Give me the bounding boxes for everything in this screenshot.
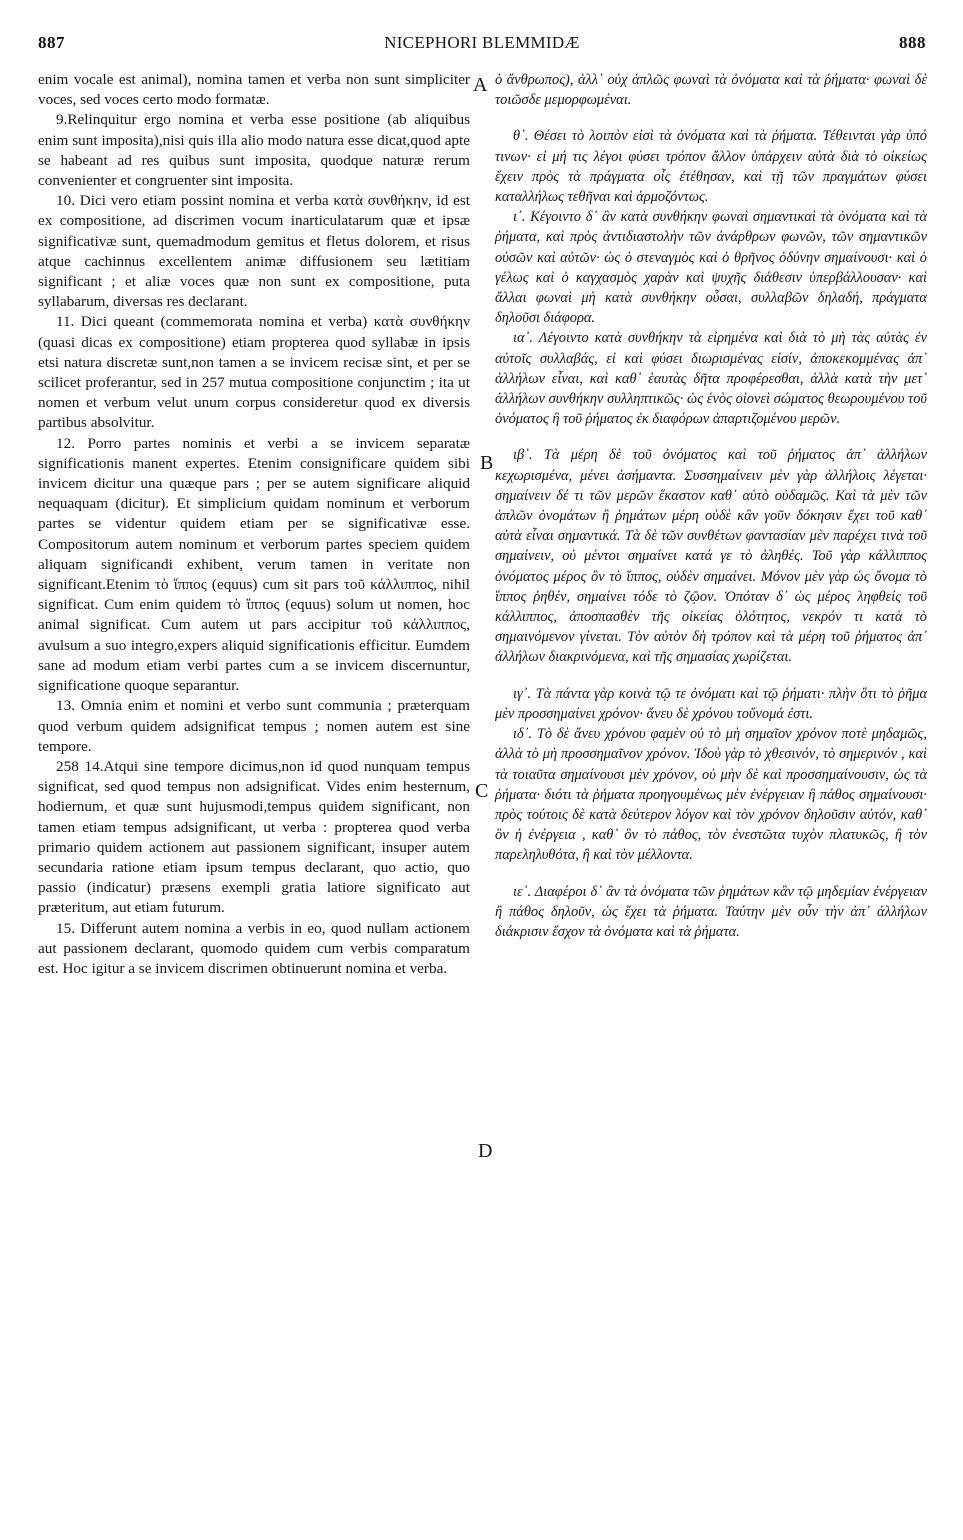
- latin-paragraph: 12. Porro partes nominis et verbi a se invicem separatæ significationis manent expertes. Etenim consignificare quidem sibi invicem dicitur una quæque pars ; per se autem significare aliquid nequaquam (dicitur). Et simplicium quidam nominum et verborum partes se videntur quidem etiam per se significativæ esse. Compositorum autem nominum et verborum partes speciem quidem aliquam significandi exhibent, verum tamen in veritate non significant.Etenim τὸ ἵππος (equus) cum sit pars τοῦ κάλλιππος, nihil significat. Cum enim quidem τὸ ἵππος (equus) solum ut nomen, hoc animal significat. Cum autem ut pars accipitur τοῦ κάλλιππος, avulsum a suo integro,expers aliquid significationis efficitur. Eumdem sane ad modum etiam verbi partes cum a se invicem discernuntur, significatione quoque separantur.: [38, 434, 470, 695]
- latin-paragraph: 9.Relinquitur ergo nomina et verba esse positione (ab aliquibus enim sunt imposita),nisi quis illa alio modo natura esse dicat,quod apte se habeant ad res quibus sunt imposita, quodque naturæ rerum convenienter et congruenter sint imposita.: [38, 111, 470, 190]
- running-title: NICEPHORI BLEMMIDÆ: [384, 33, 580, 52]
- spacer: [495, 110, 927, 126]
- greek-paragraph: θ᾽. Θέσει τὸ λοιπὸν εἰσὶ τὰ ὀνόματα καὶ τὰ ῥήματα. Τέθεινται γὰρ ὑπό τινων· εἰ μή τις λέγοι φύσει τρόπον ἄλλον ὑπάρχειν αὐτὰ διὰ τὸ οἰκείως ἔχειν πρὸς τὰ πράγματα οἷς ἐτέθησαν, καὶ τῇ τῶν πραγμάτων φύσει καταλλήλως τεθῆναι καὶ ἁρμοζόντως.: [495, 128, 927, 206]
- greek-paragraph: ιγ᾽. Τὰ πάντα γὰρ κοινὰ τῷ τε ὀνόματι καὶ τῷ ῥήματι· πλὴν ὅτι τὸ ῥῆμα μὲν προσσημαίνει χρόνον· ἄνευ δὲ χρόνου τοὔνομά ἐστι.: [495, 685, 927, 722]
- page-number-left: 887: [38, 33, 65, 52]
- greek-paragraph: ιδ᾽. Τὸ δὲ ἄνευ χρόνου φαμὲν οὐ τὸ μὴ σημαῖον χρόνον ποτὲ μηδαμῶς, ἀλλὰ τὸ μὴ προσσημαῖνον χρόνον. Ἰδοὺ γὰρ τὸ χθεσινόν, τὸ σημερινόν , καὶ τὰ τοιαῦτα σημαίνουσι μὲν χρόνον, οὐ μὴν δὲ καὶ προσσημαίνουσιν, ὡς τὰ ῥήματα· διότι τὰ ῥήματα προηγουμένως μὲν ἐνέργειαν ἢ πάθος σημαίνουσι· πρὸς τούτοις δὲ κατὰ δεύτερον λόγον καὶ τὸν χρόνον δηλοῦσιν αὐτόν, καθ᾽ ὃν ἡ ἐνέργεια , καθ᾽ ὃν τὸ πάθος, τὸν ἐνεστῶτα τυχὸν πλατυκῶς, ἢ τὸν παρεληλυθότα, ἢ καὶ τὸν μέλλοντα.: [495, 726, 927, 864]
- latin-paragraph: 13. Omnia enim et nomini et verbo sunt communia ; præterquam quod verbum quidem adsignificat tempus ; nomen autem est sine tempore.: [38, 697, 470, 755]
- greek-paragraph: ι᾽. Κέγοιντο δ᾽ ἂν κατὰ συνθήκην φωναὶ σημαντικαὶ τὰ ὀνόματα καὶ τὰ ῥήματα, καὶ πρὸς ἀντιδιαστολὴν τῶν ἀνάρθρων φωνῶν, τῶν σημαντικῶν οὐσῶν καὶ αὐτῶν· ὡς ὁ στεναγμὸς καὶ ὁ θρῆνος ὀδύνην σημαίνουσι· καὶ ὁ γέλως καὶ ὁ καγχασμὸς χαρὰν καὶ ψυχῆς διάθεσιν ὑπερβάλλουσαν· καὶ ἄλλαι φωναὶ μὴ κατὰ συνθήκην οὖσαι, συλλαβῶν δηλαδή, πράγματα δηλοῦσι διάφορα.: [495, 209, 927, 327]
- latin-column: [38, 70, 470, 979]
- latin-paragraph: 10. Dici vero etiam possint nomina et verba κατὰ συνθήκην, id est ex compositione, ad discrimen vocum inarticulatarum quæ et ipsæ significativæ sunt, quemadmodum gemitus et fletus dolorem, et risus atque cachinnus excellentem animæ diffusionem seu lætitiam significant ; et aliæ voces quæ non sunt ex compositione, puta syllabarum, diversas res declarant.: [38, 192, 470, 311]
- greek-paragraph: ιβ᾽. Τὰ μέρη δὲ τοῦ ὀνόματος καὶ τοῦ ῥήματος ἀπ᾽ ἀλλήλων κεχωρισμένα, μένει ἀσήμαντα. Συσσημαίνειν μὲν γὰρ ἀλλήλοις λέγεται· σημαίνειν δέ τι τῶν μερῶν ἕκαστον καθ᾽ αὑτὸ οὐδαμῶς. Καὶ τὰ μὲν τῶν ἁπλῶν ὀνομάτων ἢ ῥημάτων μέρη οὐδὲ κἂν γοῦν δόκησιν ἔχει τοῦ καθ᾽ αὑτὰ εἶναι σημαντικά. Τὰ δὲ τῶν συνθέτων φαντασίαν μὲν παρέχει τινὰ τοῦ σημαίνειν, οὐ μέντοι σημαίνει κατά γε τὸ ἀληθές. Τοῦ γὰρ κάλλιππος ὀνόματος μέρος ὂν τὸ ἵππος, οὐδὲν σημαίνει. Μόνον μὲν γὰρ ὡς ὄνομα τὸ ἵππος ῥηθέν, σημαίνει τόδε τὸ ζῷον. Ὁπόταν δ᾽ ὡς μέρος ληφθείς τοῦ κάλλιππος, ἀποσπασθὲν τῆς οἰκείας ὁλότητος, νεκρόν τι κατὰ τὸ σημαινόμενον γίνεται. Τὸν αὐτὸν δὴ τρόπον καὶ τὰ μέρη τοῦ ῥήματος ἀπ᾽ ἀλλήλων διακρινόμενα, καὶ τῆς σημασίας χωρίζεται.: [495, 447, 927, 666]
- page-number-right: 888: [899, 33, 926, 52]
- margin-letter-d: D: [478, 1140, 493, 1162]
- margin-letter-c: C: [475, 780, 489, 802]
- margin-letter-b: B: [480, 452, 494, 474]
- spacer: [495, 866, 927, 882]
- spacer: [495, 668, 927, 684]
- greek-paragraph: ια᾽. Λέγοιντο κατὰ συνθήκην τὰ εἰρημένα καὶ διὰ τὸ μὴ τὰς αὐτὰς ἐν αὐτοῖς συλλαβάς, εἰ καὶ φύσει διωρισμένας εἰσίν, ἀποκεκομμένας ἀπ᾽ ἀλλήλων εἶναι, καὶ καθ᾽ ἑαυτὰς δῆτα προφέρεσθαι, ἀλλὰ κατὰ τὴν μετ᾽ ἀλλήλων συνθήκην συλληπτικῶς· ὡς ἑνὸς οἱονεὶ σώματος θεωρουμένου τοῦ ὀνόματος ἢ τοῦ ῥήματος ἐκ διαφόρων ἀπαρτιζομένου μερῶν.: [495, 330, 927, 428]
- latin-paragraph: 258 14.Atqui sine tempore dicimus,non id quod nunquam tempus significat, sed quod tempus non adsignificat. Vides enim hesternum, hodiernum, et quæ sunt hujusmodi,tempus quidem significant, non tamen etiam tempus adsignificant, ut verba : propterea quod verba primario quidem actionem aut passionem significant, insuper autem secundaria ratione etiam ipsum tempus declarant, quo actio, quo passio (indicatur) præsens exempli gratia latiore significato aut præteritum, aut etiam futurum.: [38, 757, 470, 917]
- page-header: [38, 33, 926, 59]
- spacer: [495, 429, 927, 445]
- margin-letter-a: A: [473, 74, 488, 96]
- latin-paragraph: enim vocale est animal), nomina tamen et verba non sunt simpliciter voces, sed voces certo modo formatæ.: [38, 71, 470, 109]
- latin-paragraph: 11. Dici queant (commemorata nomina et verba) κατὰ συνθήκην (quasi dicas ex compositione) etiam propterea quod syllabæ in ipsis etsi natura discretæ sunt,non tamen a se invicem recisæ sint, et per se scilicet proferantur, sed in 257 mutua compositione conjunctim ; ita ut nomen et verbum velut unum corpus consideretur quod ex diversis partibus absolvitur.: [38, 313, 470, 432]
- greek-paragraph: ὁ ἄνθρωπος), ἀλλ᾽ οὐχ ἁπλῶς φωναὶ τὰ ὀνόματα καὶ τὰ ῥήματα· φωναὶ δὲ τοιῶσδε μεμορφωμέναι.: [495, 72, 927, 109]
- greek-paragraph: ιε᾽. Διαφέροι δ᾽ ἂν τὰ ὀνόματα τῶν ῥημάτων κἂν τῷ μηδεμίαν ἐνέργειαν ἢ πάθος δηλοῦν, ὡς ἔχει τὰ ῥήματα. Ταύτην μὲν οὖν τὴν ἀπ᾽ ἀλλήλων διάκρισιν ἔσχον τὰ ὀνόματα καὶ τὰ ῥήματα.: [495, 883, 927, 940]
- latin-paragraph: 15. Differunt autem nomina a verbis in eo, quod nullam actionem aut passionem declarant, quomodo quidem cum verbis comparatum est. Hoc igitur a se invicem discrimen obtinuerunt nomina et verba.: [38, 919, 470, 977]
- greek-column: [495, 70, 927, 942]
